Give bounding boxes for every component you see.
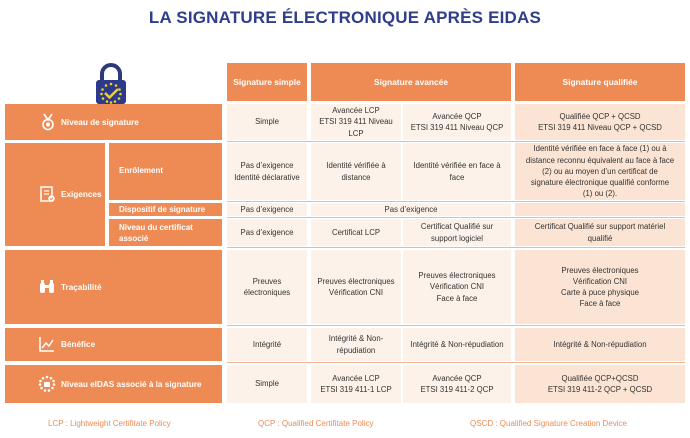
row-label-niveau <box>5 104 222 140</box>
row-label-text: Niveau de signature <box>61 117 139 127</box>
certificat-lcp: Certificat LCP <box>311 219 401 246</box>
row-label-text: Bénéfice <box>61 340 96 349</box>
eidas-lcp: Avancée LCP ETSI 319 411-1 LCP <box>311 365 401 403</box>
tracabilite-qualifiee: Preuves électroniques Vérification CNI Carte à puce physique Face à face <box>515 250 685 324</box>
checklist-icon <box>38 185 56 203</box>
separator <box>227 325 685 326</box>
row-label-text: Niveau eIDAS associé à la signature <box>61 379 202 389</box>
medal-icon <box>39 113 57 131</box>
eidas-qcp: Avancée QCP ETSI 319 411-2 QCP <box>403 365 511 403</box>
page-title: LA SIGNATURE ÉLECTRONIQUE APRÈS EIDAS <box>148 8 542 27</box>
row-label-text: Exigences <box>61 190 102 199</box>
separator <box>227 362 685 363</box>
header-signature-qualifiee: Signature qualifiée <box>515 63 685 101</box>
benefice-simple: Intégrité <box>227 328 307 361</box>
certificat-qualifiee: Certificat Qualifié sur support matériel qualifié <box>515 219 685 246</box>
eu-stars-icon <box>38 375 56 393</box>
separator <box>227 141 685 142</box>
eidas-qualifiee: Qualifiée QCP+QCSD ETSI 319 411-2 QCP + QCSD <box>515 365 685 403</box>
separator <box>227 217 685 218</box>
eu-padlock-icon <box>93 62 129 106</box>
niveau-lcp: Avancée LCP ETSI 319 411 Niveau LCP <box>311 104 401 140</box>
certificat-simple: Pas d’exigence <box>227 219 307 246</box>
benefice-lcp: Intégrité & Non- répudiation <box>311 328 401 361</box>
footer-lcp: LCP : Lightweight Certifitate Policy <box>48 419 171 428</box>
row-label-text: Traçabilité <box>61 282 102 292</box>
footer-qcp: QCP : Qualified Certifitate Policy <box>258 419 374 428</box>
enrolement-qcp: Identité vérifiée en face à face <box>403 143 511 200</box>
niveau-simple: Simple <box>227 104 307 140</box>
benefice-qcp: Intégrité & Non-répudiation <box>403 328 511 361</box>
row-label-tracabilite <box>5 250 222 324</box>
header-signature-simple: Signature simple <box>227 63 307 101</box>
separator <box>227 201 685 202</box>
sub-label-dispositif: Dispositif de signature <box>109 203 222 216</box>
tracabilite-lcp: Preuves électroniques Vérification CNI <box>311 250 401 324</box>
sub-label-certificat: Niveau du certificat associé <box>109 219 222 246</box>
chart-icon <box>38 335 56 353</box>
tracabilite-qcp: Preuves électroniques Vérification CNI Face à face <box>403 250 511 324</box>
header-signature-avancee: Signature avancée <box>311 63 511 101</box>
row-label-exigences <box>5 143 105 246</box>
certificat-qcp: Certificat Qualifié sur support logiciel <box>403 219 511 246</box>
binoculars-icon <box>38 278 56 296</box>
footer-qscd: QSCD : Qualified Signature Creation Device <box>470 419 627 428</box>
enrolement-qualifiee: Identité vérifiée en face à face (1) ou à distance reconnu équivalent au face à face (2) ou au moyen d’un certificat de signature électronique qualifié conforme (1) ou (2). <box>515 143 685 200</box>
dispositif-qualifiee <box>515 203 685 216</box>
separator <box>227 247 685 248</box>
niveau-qualifiee: Qualifiée QCP + QCSD ETSI 319 411 Niveau QCP + QCSD <box>515 104 685 140</box>
eidas-simple: Simple <box>227 365 307 403</box>
benefice-qualifiee: Intégrité & Non-répudiation <box>515 328 685 361</box>
dispositif-simple: Pas d’exigence <box>227 203 307 216</box>
row-label-eidas <box>5 365 222 403</box>
enrolement-lcp: Identité vérifiée à distance <box>311 143 401 200</box>
tracabilite-simple: Preuves électroniques <box>227 250 307 324</box>
niveau-qcp: Avancée QCP ETSI 319 411 Niveau QCP <box>403 104 511 140</box>
sub-label-enrolement: Enrôlement <box>109 143 222 200</box>
enrolement-simple: Pas d’exigence Identité déclarative <box>227 143 307 200</box>
dispositif-avancee: Pas d’exigence <box>311 203 511 216</box>
row-label-benefice <box>5 328 222 361</box>
